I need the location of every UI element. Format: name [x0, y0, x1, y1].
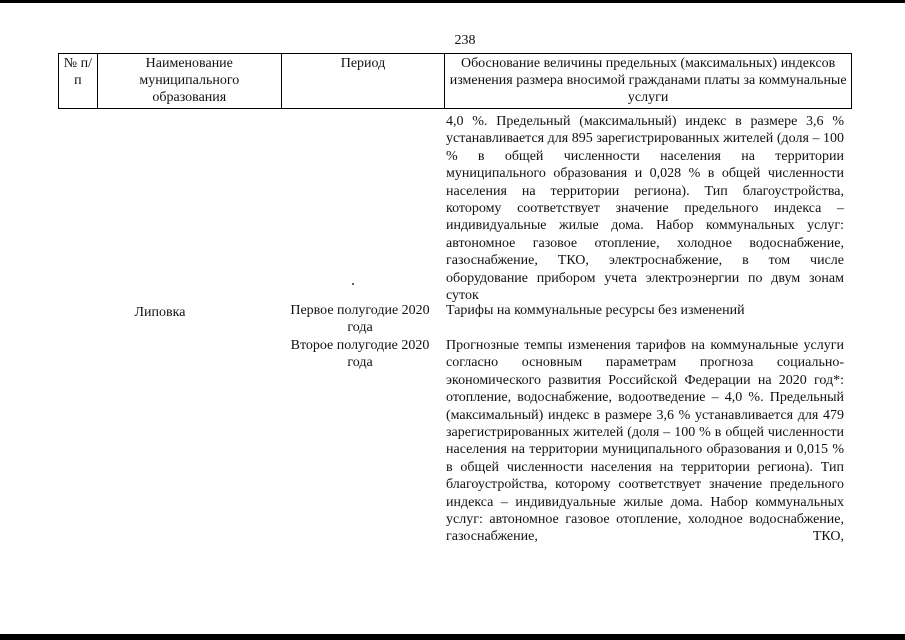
justification-continued: 4,0 %. Предельный (максимальный) индекс в размере 3,6 % устанавливается для 895 зарегистрированных жителей (доля – 100 % в общей численности населения на территории муниципального образования и 0,028 % в общей численности населения на территории региона). Тип благоустройства, которому соответствует значение предельного индекса – индивидуальные жилые дома. Набор коммунальных услуг: автономное газовое отопление, холодное водоснабжение, газоснабжение, ТКО, электроснабжение, в том числе оборудование прибором учета электроэнергии по двум зонам суток [446, 114, 844, 304]
municipality-name: Липовка [134, 305, 186, 320]
header-period: Период [281, 54, 445, 109]
period-second-half: Второе полугодие 2020 года [290, 338, 430, 371]
header-municipality: Наименование муниципального образования [97, 54, 281, 109]
header-number: № п/п [59, 54, 98, 109]
bottom-border [0, 634, 905, 640]
justification-second-half: Прогнозные темпы изменения тарифов на коммунальные услуги согласно основным параметрам прогноза социально-экономического развития Российской Федерации на 2020 год*: отопление, водоснабжение, водоотведение – 4,0 %. Предельный (максимальный) индекс в размере 3,6 % устанавливается для 479 зарегистрированных жителей (доля – 100 % в общей численности населения на территории муниципального образования и 0,015 % в общей численности населения на территории региона). Тип благоустройства, которому соответствует значение предельного индекса – индивидуальные жилые дома. Набор коммунальных услуг: автономное газовое отопление, холодное водоснабжение, газоснабжение, ТКО, [446, 338, 844, 545]
table-header [58, 53, 852, 109]
stray-mark [352, 283, 354, 285]
top-border [0, 0, 905, 3]
header-justification: Обоснование величины предельных (максимальных) индексов изменения размера вносимой гражданами платы за коммунальные услуги [445, 54, 852, 109]
table-header-row [59, 54, 852, 109]
period-first-half: Первое полугодие 2020 года [290, 303, 430, 336]
page-number: 238 [454, 33, 476, 48]
justification-first-half: Тарифы на коммунальные ресурсы без изменений [446, 303, 745, 318]
